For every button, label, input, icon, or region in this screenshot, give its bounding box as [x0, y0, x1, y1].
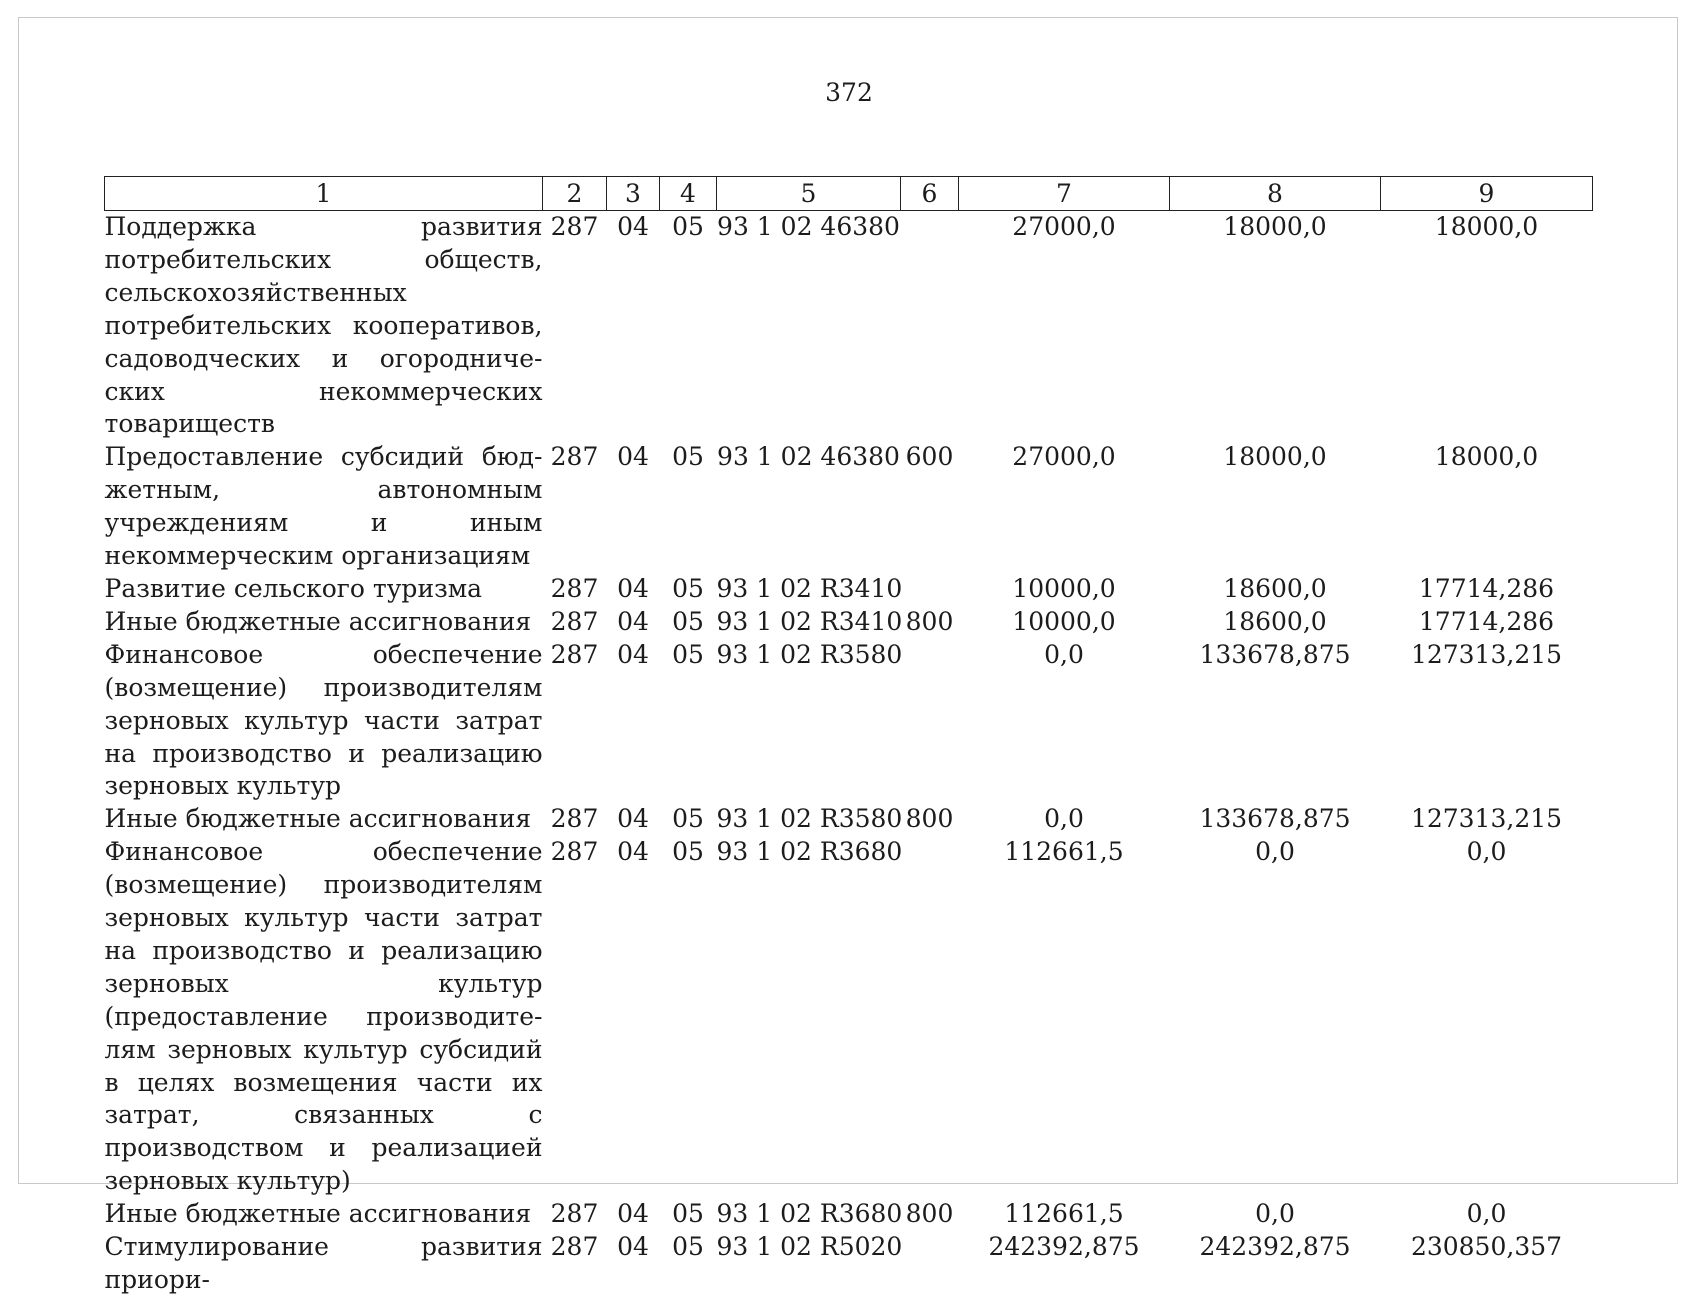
- cell-6: [901, 573, 959, 606]
- row-name: Иные бюджетные ассигнования: [104, 804, 532, 834]
- cell-4: 05: [672, 212, 704, 241]
- cell-2: 287: [550, 212, 599, 241]
- cell-3: 04: [617, 639, 649, 669]
- table-row: [105, 211, 1593, 442]
- row-name: Иные бюджетные ассигнования: [104, 1199, 532, 1229]
- cell-7: 10000,0: [1012, 606, 1116, 636]
- cell-8: 133678,875: [1199, 639, 1351, 669]
- cell-4: 05: [672, 639, 704, 669]
- cell-2: 287: [550, 573, 599, 603]
- row-name: Предоставление субсидий бюджетным, автономным учреждениям и иным некоммерческим организациям: [104, 442, 543, 571]
- header-cell-5: 5: [717, 177, 901, 211]
- cell-2: 287: [550, 442, 599, 472]
- cell-8: 18000,0: [1223, 442, 1327, 472]
- cell-5: 93 1 02 R3680: [716, 837, 903, 867]
- cell-4: 05: [672, 804, 704, 834]
- header-cell-1: 1: [105, 177, 543, 211]
- cell-3: 04: [617, 1232, 649, 1262]
- cell-9: 0,0: [1466, 837, 1507, 867]
- cell-3: 04: [617, 606, 649, 636]
- cell-3: 04: [617, 212, 649, 241]
- cell-7: 27000,0: [1012, 442, 1116, 472]
- cell-2: 287: [550, 1232, 599, 1262]
- cell-6: 800: [905, 804, 954, 834]
- cell-7: 0,0: [1044, 804, 1084, 834]
- cell-2: 287: [550, 639, 599, 669]
- header-cell-8: 8: [1170, 177, 1381, 211]
- cell-8: 0,0: [1255, 1199, 1295, 1229]
- cell-5: 93 1 02 R5020: [716, 1232, 903, 1262]
- cell-7: 27000,0: [1012, 212, 1116, 241]
- table-row: [105, 606, 1593, 639]
- cell-6: 800: [905, 606, 954, 636]
- cell-7: 0,0: [1044, 639, 1084, 669]
- cell-3: 04: [617, 573, 649, 603]
- cell-9: 18000,0: [1434, 212, 1539, 241]
- cell-9: 17714,286: [1418, 606, 1555, 636]
- cell-5: 93 1 02 R3580: [716, 639, 903, 669]
- cell-8: 18600,0: [1223, 606, 1327, 636]
- header-cell-2: 2: [543, 177, 607, 211]
- cell-2: 287: [550, 606, 599, 636]
- row-name: Иные бюджетные ассигнования: [104, 606, 532, 636]
- cell-4: 05: [672, 1232, 704, 1262]
- cell-6: [901, 639, 959, 804]
- table-row: [105, 441, 1593, 573]
- cell-6: [901, 1231, 959, 1297]
- budget-table: [104, 176, 1593, 1297]
- cell-3: 04: [617, 837, 649, 867]
- cell-2: 287: [550, 1199, 599, 1229]
- header-row: [105, 177, 1593, 211]
- cell-8: 242392,875: [1199, 1232, 1351, 1262]
- page-number: 372: [825, 78, 873, 107]
- cell-4: 05: [672, 442, 704, 472]
- cell-5: 93 1 02 R3410: [716, 573, 903, 603]
- row-name: Стимулирование развития приори-: [104, 1232, 543, 1294]
- cell-2: 287: [550, 837, 599, 867]
- cell-3: 04: [617, 442, 649, 472]
- cell-6: 600: [905, 442, 954, 472]
- cell-8: 18000,0: [1223, 212, 1327, 241]
- cell-4: 05: [672, 573, 704, 603]
- cell-8: 133678,875: [1199, 804, 1351, 834]
- table-row: [105, 573, 1593, 606]
- table-row: [105, 836, 1593, 1198]
- cell-8: 0,0: [1255, 837, 1295, 867]
- cell-9: 127313,215: [1410, 804, 1563, 834]
- cell-3: 04: [617, 804, 649, 834]
- header-cell-7: 7: [959, 177, 1170, 211]
- row-name: Развитие сельского туризма: [104, 573, 483, 603]
- table-row: [105, 639, 1593, 804]
- cell-6: 800: [905, 1199, 954, 1229]
- cell-6: [901, 836, 959, 1198]
- cell-4: 05: [672, 1199, 704, 1229]
- cell-5: 93 1 02 R3580: [716, 804, 903, 834]
- header-cell-6: 6: [901, 177, 959, 211]
- table-row: [105, 1231, 1593, 1297]
- header-cell-4: 4: [660, 177, 717, 211]
- cell-9: 18000,0: [1434, 442, 1539, 472]
- cell-3: 04: [617, 1199, 649, 1229]
- header-cell-3: 3: [607, 177, 660, 211]
- row-name: Финансовое обеспечение (возмещение) производителям зерновых культур части затрат на производство и реализацию зерновых культур (предоставление производителям зерновых культур субсидий в целях возмещения части их затрат, связанных с производством и реализацией зерновых культур): [104, 837, 543, 1196]
- cell-8: 18600,0: [1223, 573, 1327, 603]
- cell-9: 0,0: [1466, 1199, 1507, 1229]
- cell-4: 05: [672, 606, 704, 636]
- table-row: [105, 803, 1593, 836]
- cell-7: 10000,0: [1012, 573, 1116, 603]
- table-row: [105, 1198, 1593, 1231]
- cell-5: 93 1 02 R3410: [716, 606, 903, 636]
- cell-2: 287: [550, 804, 599, 834]
- cell-5: 93 1 02 46380: [717, 212, 900, 241]
- cell-6: [901, 211, 959, 442]
- cell-9: 127313,215: [1410, 639, 1563, 669]
- cell-5: 93 1 02 46380: [717, 442, 900, 472]
- cell-7: 242392,875: [988, 1232, 1140, 1262]
- cell-4: 05: [672, 837, 704, 867]
- cell-9: 230850,357: [1410, 1232, 1563, 1262]
- cell-7: 112661,5: [1004, 1199, 1124, 1229]
- cell-7: 112661,5: [1004, 837, 1124, 867]
- cell-5: 93 1 02 R3680: [716, 1199, 903, 1229]
- header-cell-9: 9: [1381, 177, 1593, 211]
- row-name: Поддержка развития потребительских обществ, сельскохозяйственных потребительских кооперативов, садоводческих и огороднических некоммерческих товариществ: [104, 212, 543, 439]
- cell-9: 17714,286: [1418, 573, 1555, 603]
- row-name: Финансовое обеспечение (возмещение) производителям зерновых культур части затрат на производство и реализацию зерновых культур: [104, 639, 543, 801]
